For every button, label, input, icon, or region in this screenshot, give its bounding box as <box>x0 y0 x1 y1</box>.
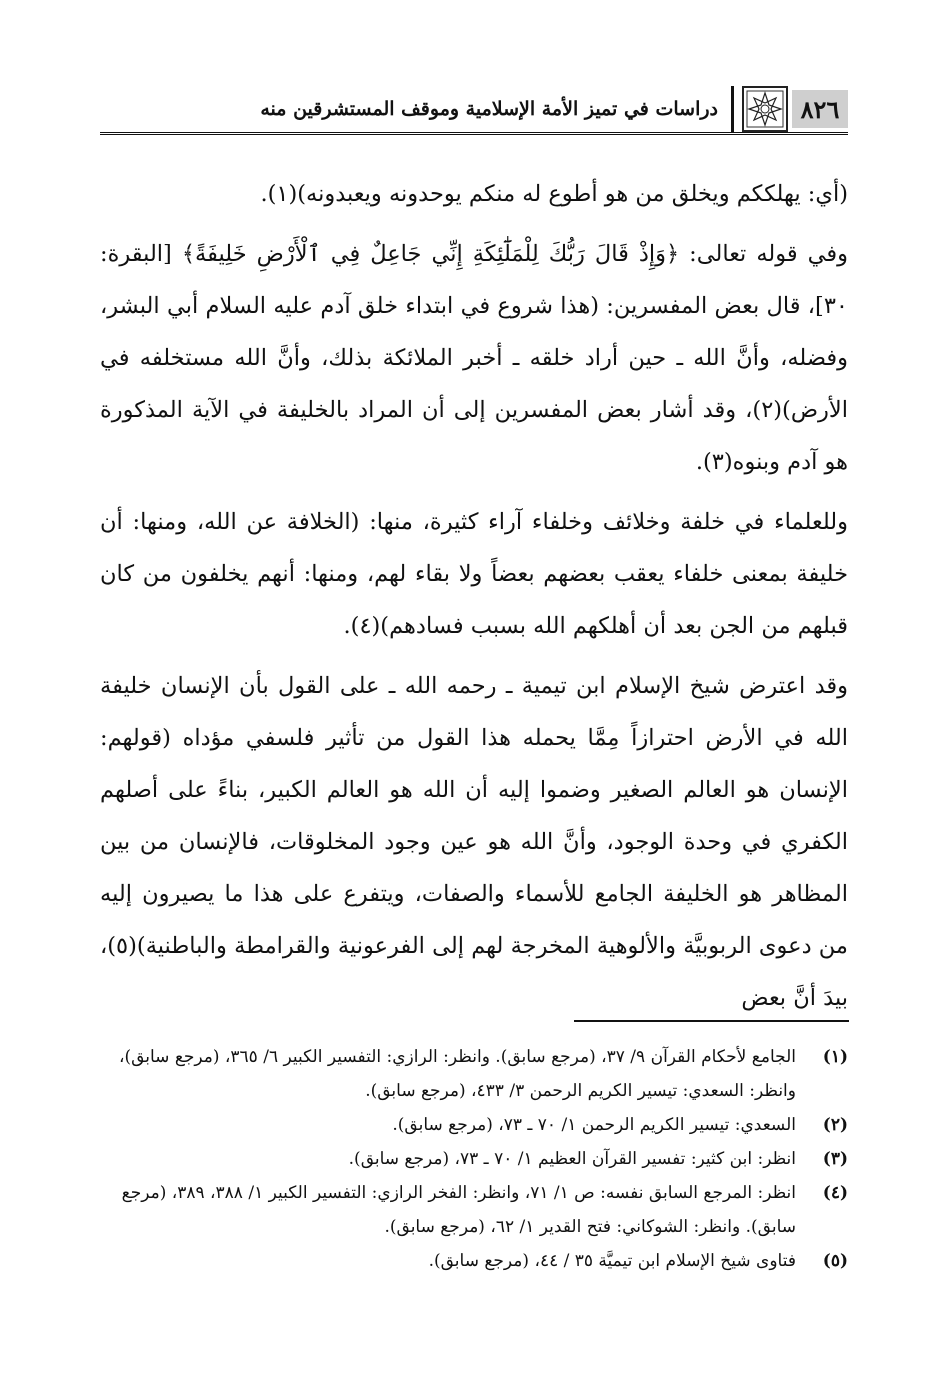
footnote-2 <box>100 1108 848 1142</box>
page-header <box>100 90 848 130</box>
footnote-text: فتاوى شيخ الإسلام ابن تيميَّة ٣٥ / ٤٤، (مرجع سابق). <box>428 1251 796 1271</box>
footnote-text: انظر: المرجع السابق نفسه: ص ١/ ٧١، وانظر: الفخر الرازي: التفسير الكبير ١/ ٣٨٨، ٣٨٩، (مرجع سابق). وانظر: الشوكاني: فتح القدير ١/ ٦٢، (مرجع سابق). <box>121 1183 796 1237</box>
footnote-number: (١) <box>822 1047 848 1067</box>
footnote-4 <box>100 1176 848 1244</box>
footnote-number: (٣) <box>822 1149 848 1169</box>
footnotes <box>100 1040 848 1278</box>
running-title: دراسات في تميز الأمة الإسلامية وموقف المستشرقين منه <box>260 98 718 120</box>
geometric-star-ornament-icon <box>742 86 788 132</box>
paragraph-1: (أي: يهلككم ويخلق من هو أطوع له منكم يوحدونه ويعبدونه)(١). <box>260 181 848 207</box>
footnote-1 <box>100 1040 848 1108</box>
main-text <box>100 168 848 1024</box>
footnote-number: (٢) <box>822 1115 848 1135</box>
paragraph-3: وللعلماء في خلفة وخلائف وخلفاء آراء كثيرة، منها: (الخلافة عن الله، ومنها: أن خليفة بمعنى خلفاء يعقب بعضهم بعضاً ولا بقاء لهم، ومنها: أنهم يخلفون من كان قبلهم من الجن بعد أن أهلكهم الله بسبب فسادهم)(٤). <box>100 509 848 639</box>
footnote-3 <box>100 1142 848 1176</box>
footnote-separator <box>574 1020 849 1022</box>
footnote-5 <box>100 1244 848 1278</box>
header-rule <box>100 132 848 135</box>
page-number: ٨٢٦ <box>792 90 848 128</box>
paragraph-2: وفي قوله تعالى: ﴿وَإِذْ قَالَ رَبُّكَ لِلْمَلَٰٓئِكَةِ إِنِّي جَاعِلٌ فِي ٱلْأَرْضِ خَلِيفَةً﴾ [البقرة: ٣٠]، قال بعض المفسرين: (هذا شروع في ابتداء خلق آدم عليه السلام أبي البشر، وفضله، وأنَّ الله ـ حين أراد خلقه ـ أخبر الملائكة بذلك، وأنَّ الله مستخلفه في الأرض)(٢)، وقد أشار بعض المفسرين إلى أن المراد بالخليفة في الآية المذكورة هو آدم وبنوه(٣). <box>100 241 848 475</box>
footnote-text: انظر: ابن كثير: تفسير القرآن العظيم ١/ ٧٠ ـ ٧٣، (مرجع سابق). <box>348 1149 796 1169</box>
footnote-text: الجامع لأحكام القرآن ٩/ ٣٧، (مرجع سابق). وانظر: الرازي: التفسير الكبير ٦/ ٣٦٥، (مرجع سابق)، وانظر: السعدي: تيسير الكريم الرحمن ٣/ ٤٣٣، (مرجع سابق). <box>118 1047 796 1101</box>
paragraph-4: وقد اعترض شيخ الإسلام ابن تيمية ـ رحمه الله ـ على القول بأن الإنسان خليفة الله في الأرض احترازاً مِمَّا يحمله هذا القول من تأثير فلسفي مؤداه (قولهم: الإنسان هو العالم الصغير وضموا إليه أن الله هو العالم الكبير، بناءً على أصلهم الكفري في وحدة الوجود، وأنَّ الله هو عين وجود المخلوقات، فالإنسان من بين المظاهر هو الخليفة الجامع للأسماء والصفات، ويتفرع على هذا ما يصيرون إليه من دعوى الربوبيَّة والألوهية المخرجة لهم إلى الفرعونية والقرامطة والباطنية)(٥)، بيدَ أنَّ بعض <box>100 673 848 1011</box>
footnote-number: (٤) <box>822 1183 848 1203</box>
header-divider <box>731 86 734 132</box>
footnote-number: (٥) <box>822 1251 848 1271</box>
footnote-text: السعدي: تيسير الكريم الرحمن ١/ ٧٠ ـ ٧٣، (مرجع سابق). <box>392 1115 796 1135</box>
